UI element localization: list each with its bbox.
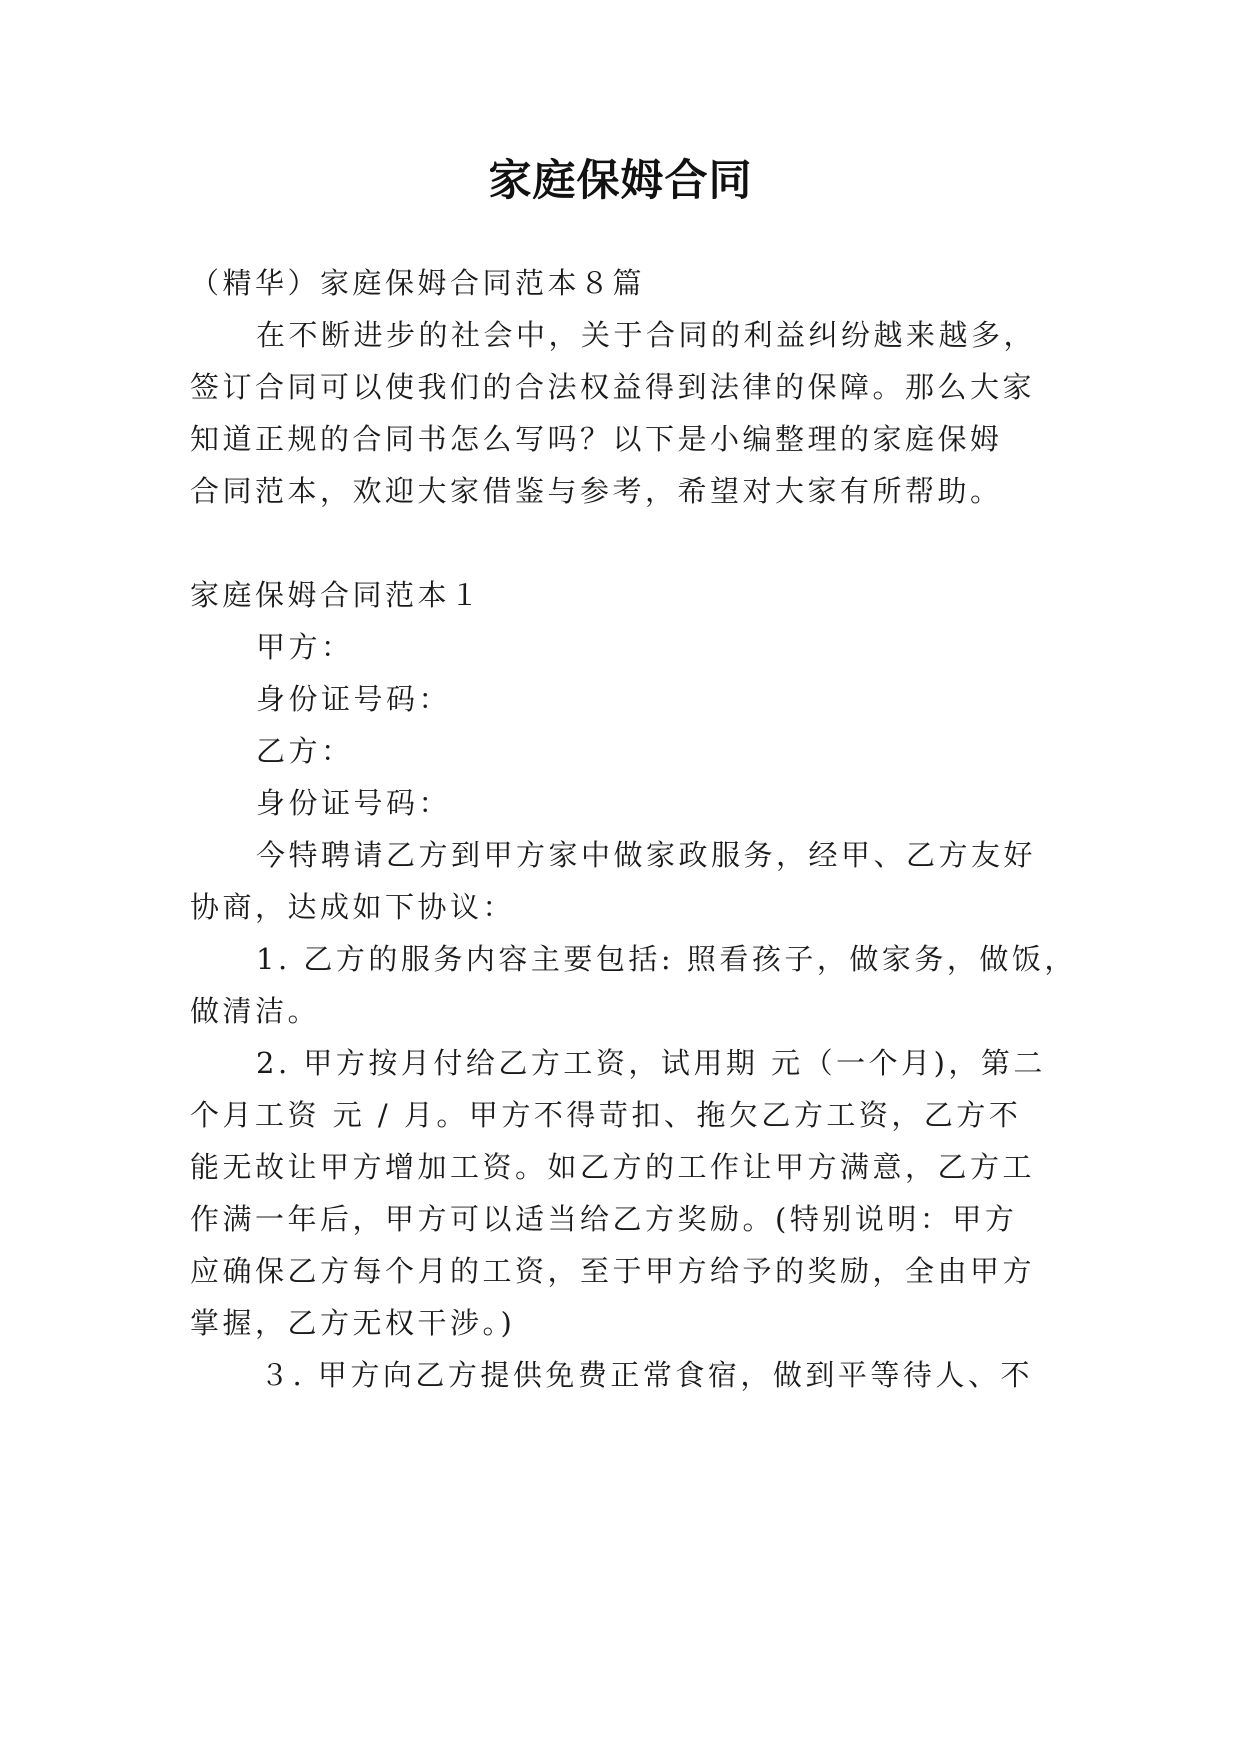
party-a-label: 甲方：: [256, 630, 354, 664]
clause-2-line: 掌握，乙方无权干涉。): [190, 1306, 516, 1340]
clause-2-line: 个月工资 元 / 月。甲方不得苛扣、拖欠乙方工资，乙方不: [190, 1098, 1022, 1132]
clause-2-line: 作满一年后，甲方可以适当给乙方奖励。(特别说明：甲方: [190, 1202, 1018, 1236]
party-b-label: 乙方：: [256, 734, 354, 768]
intro-line: 在不断进步的社会中，关于合同的利益纠纷越来越多，: [256, 318, 1037, 352]
document-subtitle: （精华）家庭保姆合同范本８篇: [190, 266, 646, 300]
party-b-id-label: 身份证号码：: [256, 786, 452, 820]
intro-line: 知道正规的合同书怎么写吗？以下是小编整理的家庭保姆: [190, 422, 1003, 456]
intro-line: 签订合同可以使我们的合法权益得到法律的保障。那么大家: [190, 370, 1036, 404]
clause-2-line: 2. 甲方按月付给乙方工资，试用期 元（一个月)，第二: [256, 1046, 1046, 1080]
section-heading: 家庭保姆合同范本１: [190, 578, 483, 612]
clause-2-line: 应确保乙方每个月的工资，至于甲方给予的奖励，全由甲方: [190, 1254, 1036, 1288]
party-a-id-label: 身份证号码：: [256, 682, 452, 716]
intro-line: 合同范本，欢迎大家借鉴与参考，希望对大家有所帮助。: [190, 474, 1003, 508]
clause-3-line: ３. 甲方向乙方提供免费正常食宿，做到平等待人、不: [260, 1358, 1033, 1392]
clause-1-line: 做清洁。: [190, 994, 321, 1028]
preamble-line: 今特聘请乙方到甲方家中做家政服务，经甲、乙方友好: [256, 838, 1037, 872]
clause-2-line: 能无故让甲方增加工资。如乙方的工作让甲方满意，乙方工: [190, 1150, 1036, 1184]
clause-1-line: 1. 乙方的服务内容主要包括: 照看孩子，做家务，做饭，: [256, 942, 1077, 976]
preamble-line: 协商，达成如下协议：: [190, 890, 516, 924]
document-title: 家庭保姆合同: [488, 156, 753, 206]
